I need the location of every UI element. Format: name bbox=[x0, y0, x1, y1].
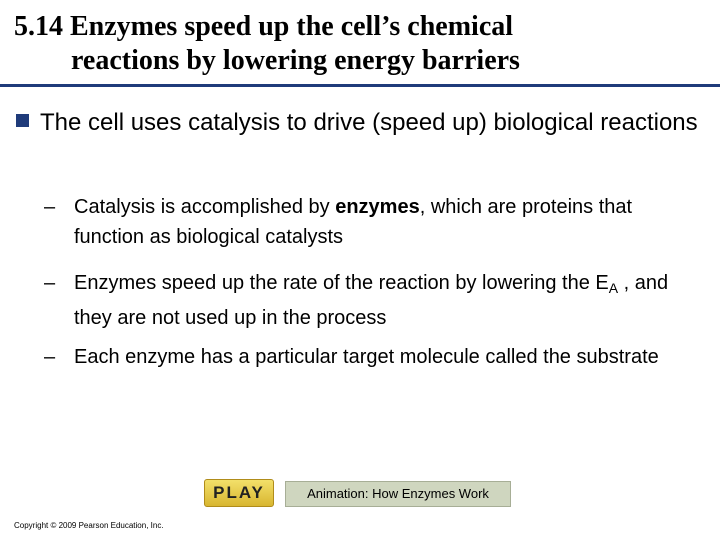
sub-bullet-1-after: , which are proteins that function as biological catalysts bbox=[74, 196, 633, 248]
dash-marker: – bbox=[44, 346, 56, 368]
title-divider bbox=[0, 84, 720, 87]
sub-bullet-2-after: , and they are not used up in the process bbox=[74, 272, 669, 329]
sub-bullet-2-before: Enzymes speed up the rate of the reaction by lowering the E bbox=[74, 272, 609, 294]
main-bullet bbox=[14, 106, 704, 139]
main-bullet-text: The cell uses catalysis to drive (speed up) biological reactions bbox=[40, 109, 698, 136]
square-bullet-icon bbox=[16, 114, 29, 127]
sub-bullet-1-before: Catalysis is accomplished by bbox=[74, 196, 336, 218]
title-line-1: 5.14 Enzymes speed up the cell’s chemical bbox=[14, 11, 514, 42]
sub-bullet-2-text bbox=[44, 268, 684, 333]
play-button[interactable]: PLAY bbox=[204, 479, 274, 507]
dash-marker: – bbox=[44, 272, 56, 294]
animation-link-button[interactable]: Animation: How Enzymes Work bbox=[285, 481, 511, 507]
slide-title bbox=[14, 10, 704, 78]
dash-marker: – bbox=[44, 196, 56, 218]
sub-bullet-1 bbox=[44, 192, 684, 252]
activation-energy-subscript: A bbox=[608, 280, 619, 296]
sub-bullet-1-text bbox=[44, 192, 684, 252]
sub-bullet-3 bbox=[44, 342, 684, 372]
copyright-notice: Copyright © 2009 Pearson Education, Inc. bbox=[14, 521, 164, 530]
sub-bullet-3-text: Each enzyme has a particular target molecule called the substrate bbox=[74, 346, 659, 368]
sub-bullet-2 bbox=[44, 268, 684, 333]
title-line-2: reactions by lowering energy barriers bbox=[71, 45, 520, 76]
enzymes-term: enzymes bbox=[335, 196, 420, 218]
